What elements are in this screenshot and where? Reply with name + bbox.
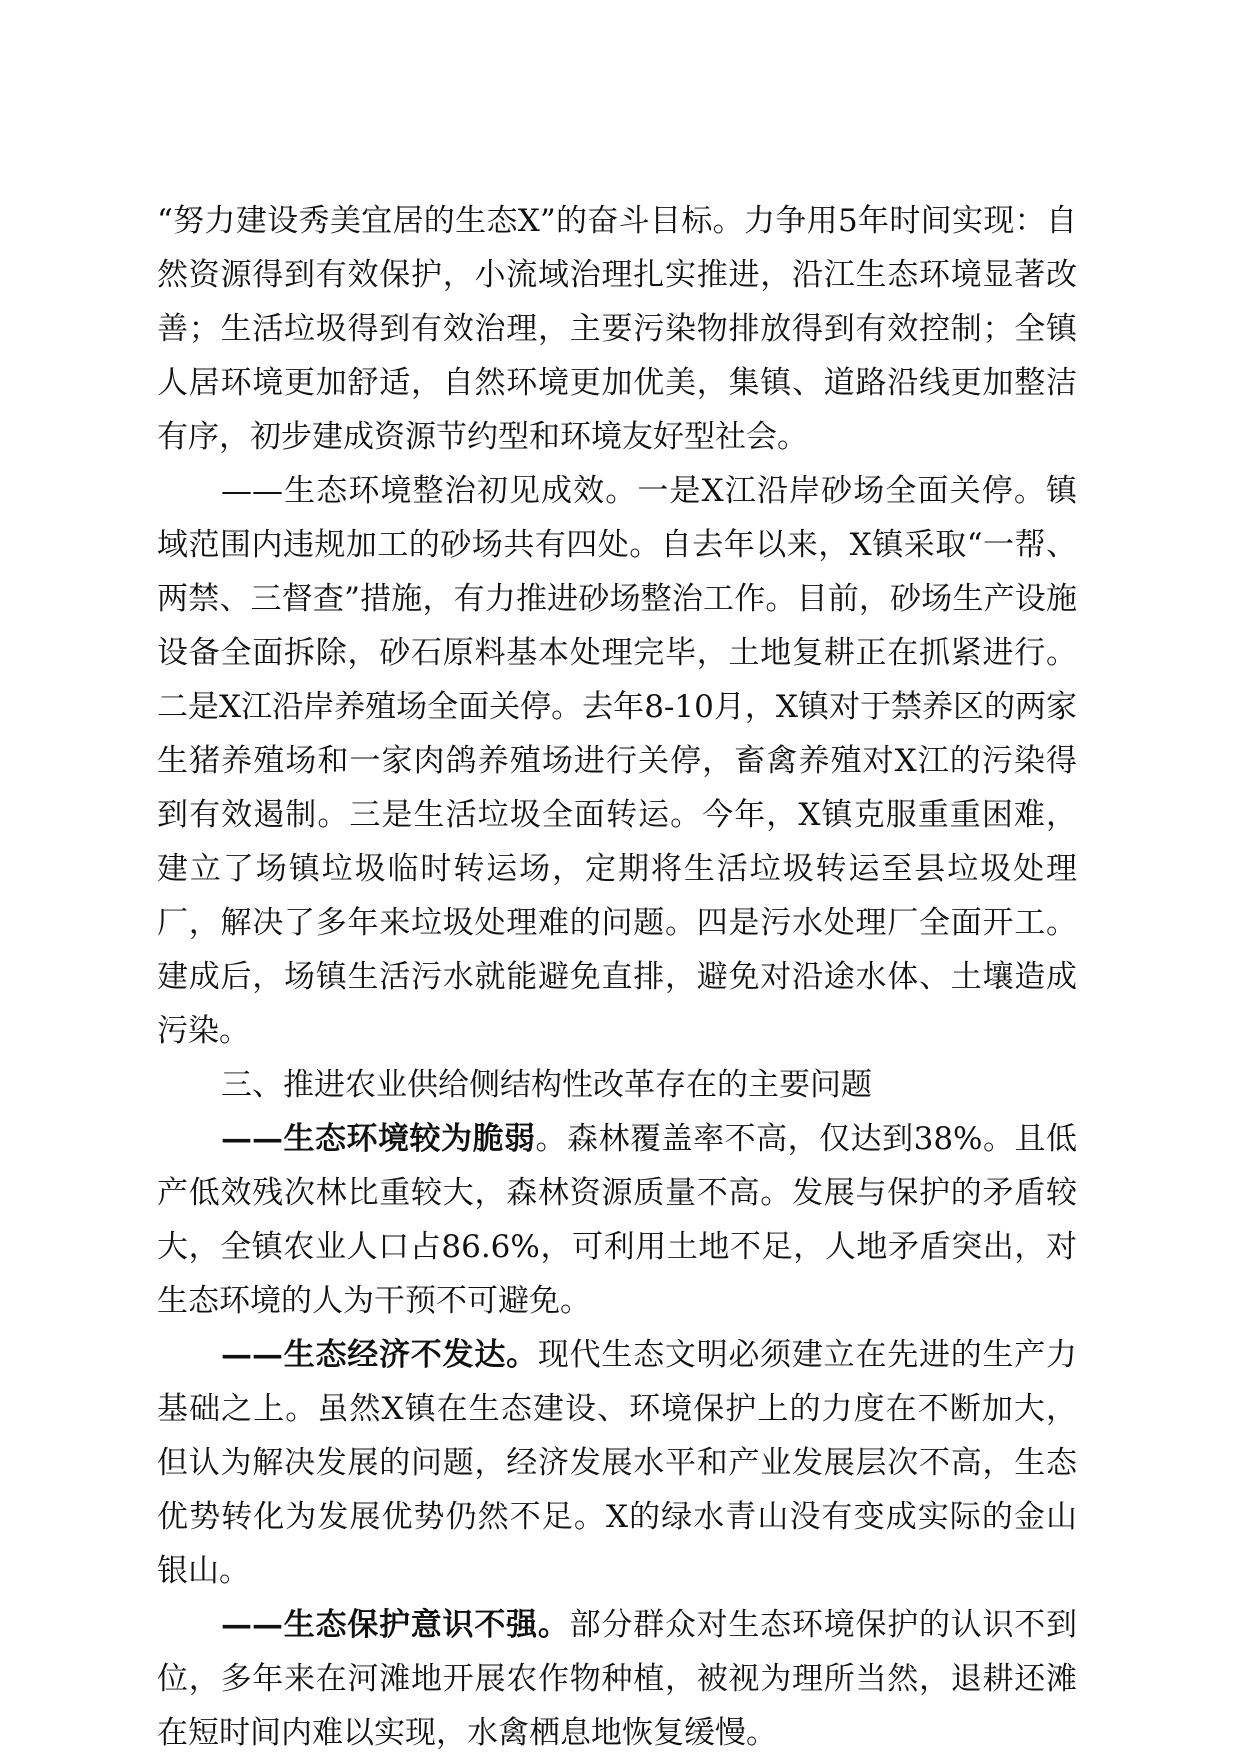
problem-body-1: 。森林覆盖率不高，仅达到38%。且低产低效残次林比重较大，森林资源质量不高。发展与保护的矛盾较大，全镇农业人口占86.6%，可利用土地不足，人地矛盾突出，对生态环境的人为干预不可避免。	[157, 1121, 1078, 1319]
document-page	[157, 194, 1077, 1760]
problem-body-3: 部分群众对生态环境保护的认识不到位，多年来在河滩地开展农作物种植，被视为理所当然，退耕还滩在短时间内难以实现，水禽栖息地恢复缓慢。	[157, 1607, 1078, 1751]
problem-paragraph-1	[157, 1112, 1077, 1328]
section-heading: 三、推进农业供给侧结构性改革存在的主要问题	[221, 1067, 872, 1103]
problem-body-2: 现代生态文明必须建立在先进的生产力基础之上。虽然X镇在生态建设、环境保护上的力度在不断加大，但认为解决发展的问题，经济发展水平和产业发展层次不高，生态优势转化为发展优势仍然不足。X的绿水青山没有变成实际的金山银山。	[157, 1337, 1078, 1589]
paragraph-goal: “努力建设秀美宜居的生态X”的奋斗目标。力争用5年时间实现：自然资源得到有效保护，小流域治理扎实推进，沿江生态环境显著改善；生活垃圾得到有效治理，主要污染物排放得到有效控制；全镇人居环境更加舒适，自然环境更加优美，集镇、道路沿线更加整洁有序，初步建成资源节约型和环境友好型社会。	[157, 203, 1077, 455]
problem-title-1: ——生态环境较为脆弱	[221, 1121, 536, 1157]
problem-paragraph-2	[157, 1328, 1077, 1598]
problem-paragraph-3	[157, 1598, 1077, 1760]
problem-title-3: ——生态保护意识不强。	[221, 1607, 570, 1643]
problem-title-2: ——生态经济不发达。	[221, 1337, 538, 1373]
paragraph-ecological-results: ——生态环境整治初见成效。一是X江沿岸砂场全面关停。镇域范围内违规加工的砂场共有四处。自去年以来，X镇采取“一帮、两禁、三督查”措施，有力推进砂场整治工作。目前，砂场生产设施设备全面拆除，砂石原料基本处理完毕，土地复耕正在抓紧进行。二是X江沿岸养殖场全面关停。去年8-10月，X镇对于禁养区的两家生猪养殖场和一家肉鸽养殖场进行关停，畜禽养殖对X江的污染得到有效遏制。三是生活垃圾全面转运。今年，X镇克服重重困难，建立了场镇垃圾临时转运场，定期将生活垃圾转运至县垃圾处理厂，解决了多年来垃圾处理难的问题。四是污水处理厂全面开工。建成后，场镇生活污水就能避免直排，避免对沿途水体、土壤造成污染。	[157, 473, 1077, 1049]
